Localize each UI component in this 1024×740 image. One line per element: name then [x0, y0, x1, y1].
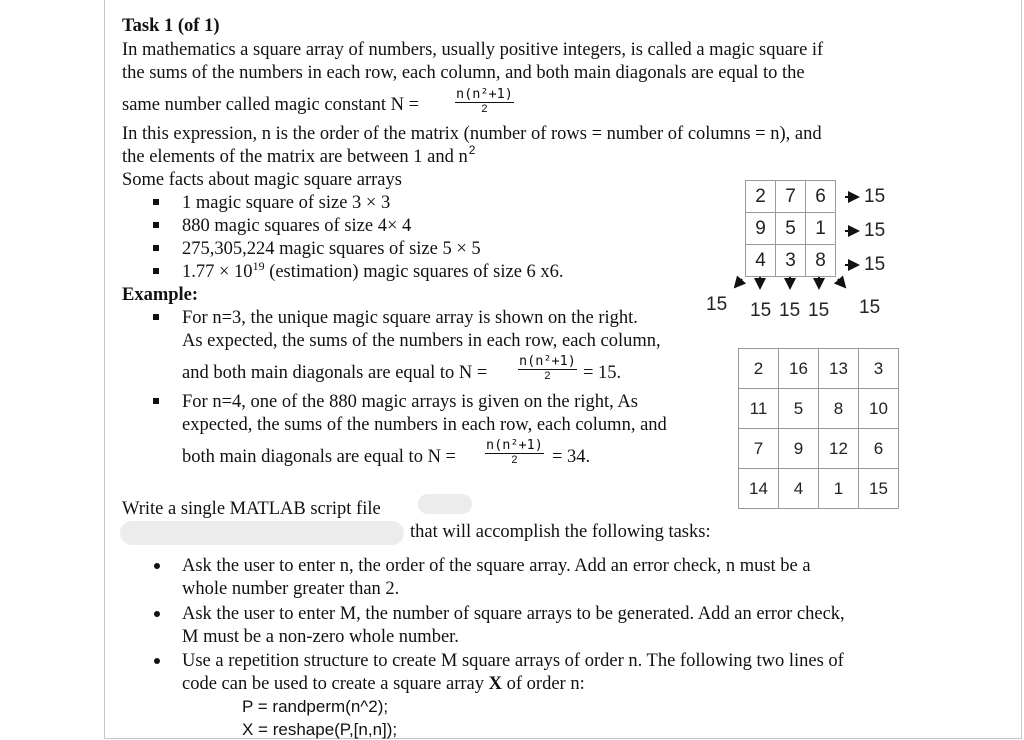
bullet-dot-icon — [154, 658, 160, 664]
cell: 1 — [819, 469, 859, 509]
fact-item-4-b: (estimation) magic squares of size 6 x6. — [264, 262, 564, 282]
intro-line-5 — [122, 143, 476, 169]
task-3-line-1: Use a repetition structure to create M square arrays of order n. The following two lines of — [182, 651, 844, 671]
example-n4-line-2: expected, the sums of the numbers in each row, each column, and — [182, 415, 667, 435]
bullet-square-icon — [153, 199, 159, 205]
intro-line-5-text: the elements of the matrix are between 1 and n — [122, 147, 468, 167]
fact-item: 880 magic squares of size 4× 4 — [182, 216, 412, 236]
example-n3-result: = 15. — [583, 363, 622, 383]
formula-numerator: n(n²+1) — [456, 86, 513, 102]
cell: 7 — [776, 181, 806, 213]
redaction-mark — [418, 494, 472, 514]
task-3-line-2-b: of order n: — [502, 674, 585, 694]
diagonal-sum-left: 15 — [706, 294, 728, 315]
fact-item: 275,305,224 magic squares of size 5 × 5 — [182, 239, 481, 259]
intro-line-1: In mathematics a square array of numbers, usually positive integers, is called a magic square if — [122, 40, 824, 60]
code-line-2: X = reshape(P,[n,n]); — [242, 720, 398, 739]
example-n3-formula — [518, 354, 577, 383]
task-1-line-2: whole number greater than 2. — [182, 579, 400, 599]
bullet-square-icon — [153, 245, 159, 251]
task-2-line-1: Ask the user to enter M, the number of square arrays to be generated. Add an error check, — [182, 604, 845, 624]
fact-item-4-superscript: 19 — [252, 259, 265, 273]
diagonal-arrow-icon — [838, 279, 845, 287]
cell: 9 — [746, 213, 776, 245]
task-3-variable: X — [488, 674, 502, 694]
intro-line-4: In this expression, n is the order of the matrix (number of rows = number of columns = n), and — [122, 124, 822, 144]
formula-numerator: n(n²+1) — [519, 353, 576, 369]
formula-denominator: 2 — [511, 454, 518, 466]
cell: 11 — [739, 389, 779, 429]
cell: 9 — [779, 429, 819, 469]
example-n4-line-3: both main diagonals are equal to N = — [182, 447, 456, 467]
col-sum: 15 — [779, 300, 801, 321]
cell: 10 — [859, 389, 899, 429]
facts-heading: Some facts about magic square arrays — [122, 170, 402, 190]
cell: 7 — [739, 429, 779, 469]
col-sum: 15 — [808, 300, 830, 321]
example-n4-result: = 34. — [552, 447, 591, 467]
cell: 2 — [739, 349, 779, 389]
row-sum: 15 — [864, 220, 886, 241]
cell: 15 — [859, 469, 899, 509]
intro-line-5-superscript: 2 — [468, 143, 476, 157]
cell: 1 — [806, 213, 836, 245]
cell: 14 — [739, 469, 779, 509]
example-n3-line-2: As expected, the sums of the numbers in each row, each column, — [182, 331, 661, 351]
task-1-line-1: Ask the user to enter n, the order of the square array. Add an error check, n must be a — [182, 556, 811, 576]
script-line-2: that will accomplish the following tasks: — [410, 522, 711, 542]
cell: 8 — [819, 389, 859, 429]
cell: 6 — [859, 429, 899, 469]
formula-numerator: n(n²+1) — [486, 437, 543, 453]
fact-item — [182, 261, 564, 284]
intro-line-2: the sums of the numbers in each row, each column, and both main diagonals are equal to the — [122, 63, 805, 83]
cell: 8 — [806, 245, 836, 277]
intro-line-3: same number called magic constant N = — [122, 95, 420, 115]
row-sum: 15 — [864, 254, 886, 275]
cell: 3 — [776, 245, 806, 277]
bullet-dot-icon — [154, 563, 160, 569]
cell: 5 — [779, 389, 819, 429]
bullet-dot-icon — [154, 611, 160, 617]
row-sum: 15 — [864, 186, 886, 207]
example-heading: Example: — [122, 285, 199, 305]
diagonal-arrow-icon — [735, 279, 742, 287]
cell: 13 — [819, 349, 859, 389]
cell: 16 — [779, 349, 819, 389]
bullet-square-icon — [153, 314, 159, 320]
example-n4-line-1: For n=4, one of the 880 magic arrays is given on the right, As — [182, 392, 638, 412]
cell: 6 — [806, 181, 836, 213]
magic-square-4x4 — [738, 348, 899, 509]
task-2-line-2: M must be a non-zero whole number. — [182, 627, 459, 647]
bullet-square-icon — [153, 268, 159, 274]
cell: 4 — [746, 245, 776, 277]
task-title: Task 1 (of 1) — [122, 16, 220, 36]
fact-item: 1 magic square of size 3 × 3 — [182, 193, 391, 213]
bullet-square-icon — [153, 222, 159, 228]
bullet-square-icon — [153, 398, 159, 404]
code-line-1: P = randperm(n^2); — [242, 697, 389, 716]
cell: 2 — [746, 181, 776, 213]
cell: 3 — [859, 349, 899, 389]
cell: 12 — [819, 429, 859, 469]
example-n4-formula — [485, 438, 544, 467]
magic-constant-formula — [455, 87, 514, 116]
script-line-1: Write a single MATLAB script file — [122, 499, 381, 519]
formula-denominator: 2 — [544, 370, 551, 382]
col-sum: 15 — [750, 300, 772, 321]
redaction-mark — [120, 521, 404, 545]
task-3-line-2-a: code can be used to create a square array — [182, 674, 489, 694]
formula-denominator: 2 — [481, 103, 488, 115]
diagonal-sum-right: 15 — [859, 297, 881, 318]
example-n3-line-1: For n=3, the unique magic square array is shown on the right. — [182, 308, 638, 328]
fact-item-4-a: 1.77 × 10 — [182, 262, 253, 282]
cell: 4 — [779, 469, 819, 509]
task-3-line-2 — [182, 673, 585, 695]
example-n3-line-3: and both main diagonals are equal to N = — [182, 363, 488, 383]
cell: 5 — [776, 213, 806, 245]
